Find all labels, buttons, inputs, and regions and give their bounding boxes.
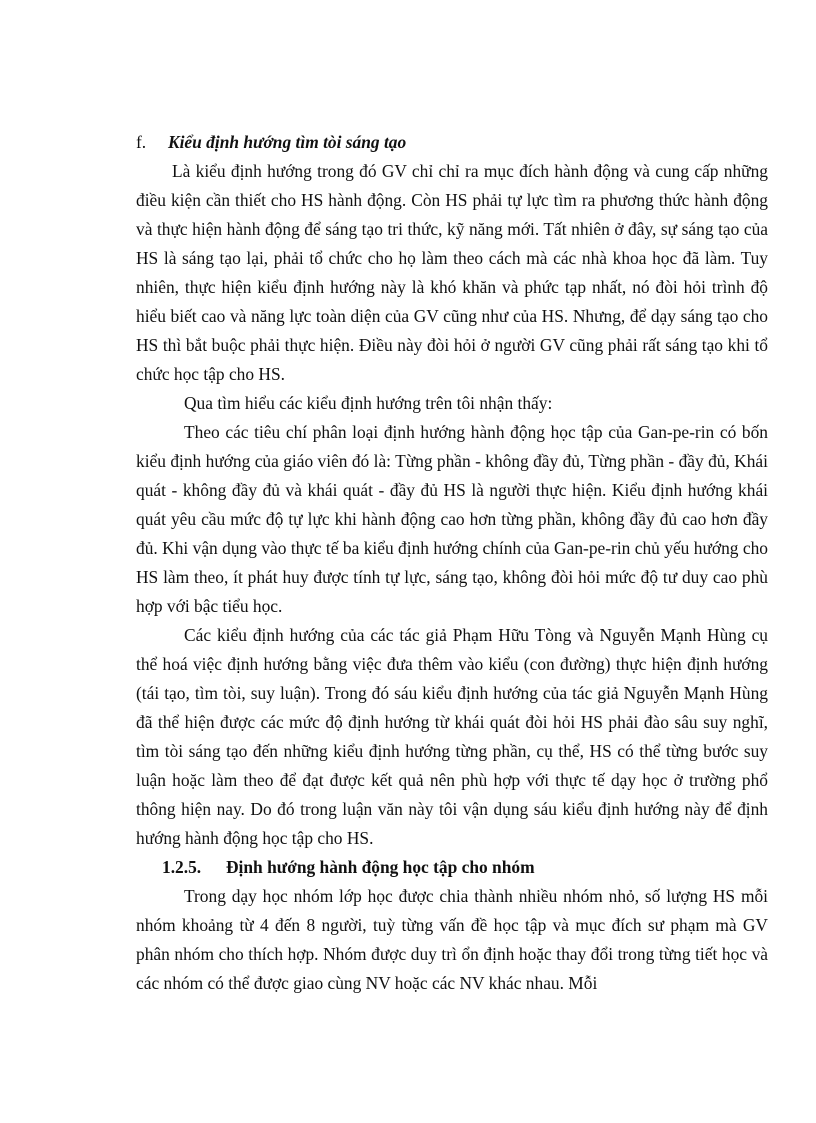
document-body xyxy=(136,128,768,998)
section-number: 1.2.5. xyxy=(162,857,202,877)
section-marker: f. xyxy=(136,132,147,152)
section-title: Kiểu định hướng tìm tòi sáng tạo xyxy=(168,132,407,152)
paragraph-authors: Các kiểu định hướng của các tác giả Phạm Hữu Tòng và Nguyễn Mạnh Hùng cụ thể hoá việc định hướng bằng việc đưa thêm vào kiểu (con đường) thực hiện định hướng (tái tạo, tìm tòi, suy luận). Trong đó sáu kiểu định hướng của tác giả Nguyễn Mạnh Hùng đã thể hiện được các mức độ định hướng từ khái quát đòi hỏi HS phải đào sâu suy nghĩ, tìm tòi sáng tạo đến những kiểu định hướng từng phần, cụ thể, HS có thể từng bước suy luận hoặc làm theo để đạt được kết quả nên phù hợp với thực tế dạy học ở trường phổ thông hiện nay. Do đó trong luận văn này tôi vận dụng sáu kiểu định hướng này để định hướng hành động học tập cho HS. xyxy=(136,625,768,848)
section-heading-f xyxy=(136,128,768,157)
paragraph-galperin: Theo các tiêu chí phân loại định hướng hành động học tập của Gan-pe-rin có bốn kiểu định hướng của giáo viên đó là: Từng phần - không đầy đủ, Từng phần - đầy đủ, Khái quát - không đầy đủ và khái quát - đầy đủ HS là người thực hiện. Kiểu định hướng khái quát yêu cầu mức độ tự lực khi hành động cao hơn từng phần, không đầy đủ cao hơn đầy đủ. Khi vận dụng vào thực tế ba kiểu định hướng chính của Gan-pe-rin chủ yếu hướng cho HS làm theo, ít phát huy được tính tự lực, sáng tạo, không đòi hỏi mức độ tư duy cao phù hợp với bậc tiểu học. xyxy=(136,422,768,616)
paragraph-group-learning: Trong dạy học nhóm lớp học được chia thành nhiều nhóm nhỏ, số lượng HS mỗi nhóm khoảng từ 4 đến 8 người, tuỳ từng vấn đề học tập và mục đích sư phạm mà GV phân nhóm cho thích hợp. Nhóm được duy trì ổn định hoặc thay đổi trong từng tiết học và các nhóm có thể được giao cùng NV hoặc các NV khác nhau. Mỗi xyxy=(136,886,768,993)
section-title: Định hướng hành động học tập cho nhóm xyxy=(226,857,535,877)
paragraph-definition: Là kiểu định hướng trong đó GV chỉ chỉ ra mục đích hành động và cung cấp những điều kiện cần thiết cho HS hành động. Còn HS phải tự lực tìm ra phương thức hành động và thực hiện hành động để sáng tạo tri thức, kỹ năng mới. Tất nhiên ở đây, sự sáng tạo của HS là sáng tạo lại, phải tổ chức cho họ làm theo cách mà các nhà khoa học đã làm. Tuy nhiên, thực hiện kiểu định hướng này là khó khăn và phức tạp nhất, nó đòi hỏi trình độ hiểu biết cao và năng lực toàn diện của GV cũng như của HS. Nhưng, để dạy sáng tạo cho HS thì bắt buộc phải thực hiện. Điều này đòi hỏi ở người GV cũng phải rất sáng tạo khi tổ chức học tập cho HS. xyxy=(136,161,768,384)
paragraph-intro: Qua tìm hiểu các kiểu định hướng trên tôi nhận thấy: xyxy=(184,393,553,413)
section-heading-1-2-5 xyxy=(136,853,768,882)
